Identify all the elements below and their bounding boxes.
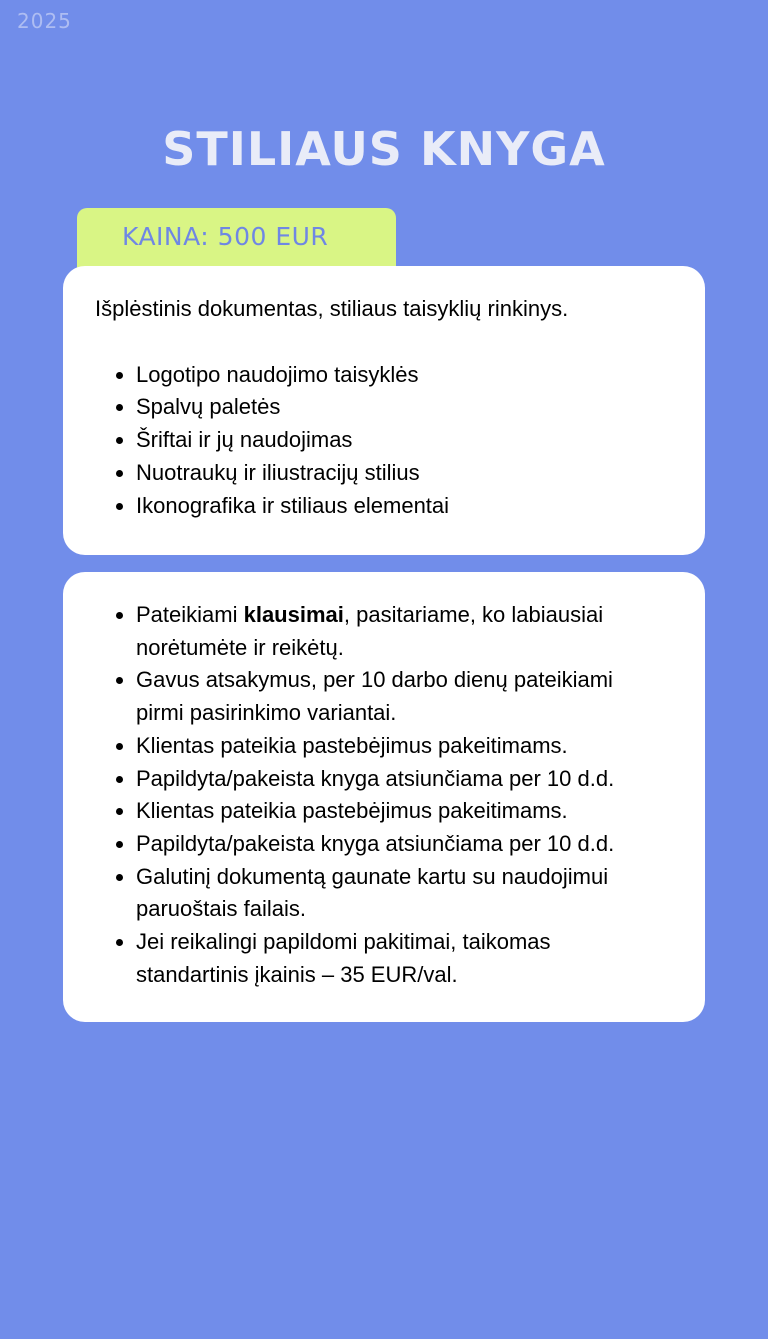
process-list-item: • Papildyta/pakeista knyga atsiunčiama per 10 d.d. <box>136 828 673 861</box>
page-title: STILIAUS KNYGA <box>162 122 606 176</box>
process-list-item: • Klientas pateikia pastebėjimus pakeitimams. <box>136 795 673 828</box>
process-list-item: • Klientas pateikia pastebėjimus pakeitimams. <box>136 730 673 763</box>
feature-list-item: • Nuotraukų ir iliustracijų stilius <box>136 457 673 490</box>
process-list <box>95 599 673 991</box>
price-label: KAINA: 500 EUR <box>122 222 329 251</box>
process-list-item: • Galutinį dokumentą gaunate kartu su naudojimui paruoštais failais. <box>136 861 673 926</box>
feature-list-item: • Ikonografika ir stiliaus elementai <box>136 490 673 523</box>
process-item-text: , pasitariame, ko labiausiai norėtumėte ir reikėtų. <box>136 602 604 660</box>
process-item-text: Pateikiami <box>136 602 244 627</box>
year-label: 2025 <box>17 9 72 33</box>
process-card <box>63 572 705 1022</box>
process-list-item: • Papildyta/pakeista knyga atsiunčiama per 10 d.d. <box>136 763 673 796</box>
process-list-item: • Jei reikalingi papildomi pakitimai, taikomas standartinis įkainis – 35 EUR/val. <box>136 926 673 991</box>
feature-list-item: • Spalvų paletės <box>136 391 673 424</box>
process-list-item: • Gavus atsakymus, per 10 darbo dienų pateikiami pirmi pasirinkimo variantai. <box>136 664 673 729</box>
description-intro: Išplėstinis dokumentas, stiliaus taisyklių rinkinys. <box>95 296 569 321</box>
description-card <box>63 266 705 555</box>
feature-list-item: • Šriftai ir jų naudojimas <box>136 424 673 457</box>
process-item-bold-text: klausimai <box>243 602 344 627</box>
process-list-item <box>136 599 673 664</box>
feature-list <box>95 359 673 523</box>
feature-list-item: • Logotipo naudojimo taisyklės <box>136 359 673 392</box>
